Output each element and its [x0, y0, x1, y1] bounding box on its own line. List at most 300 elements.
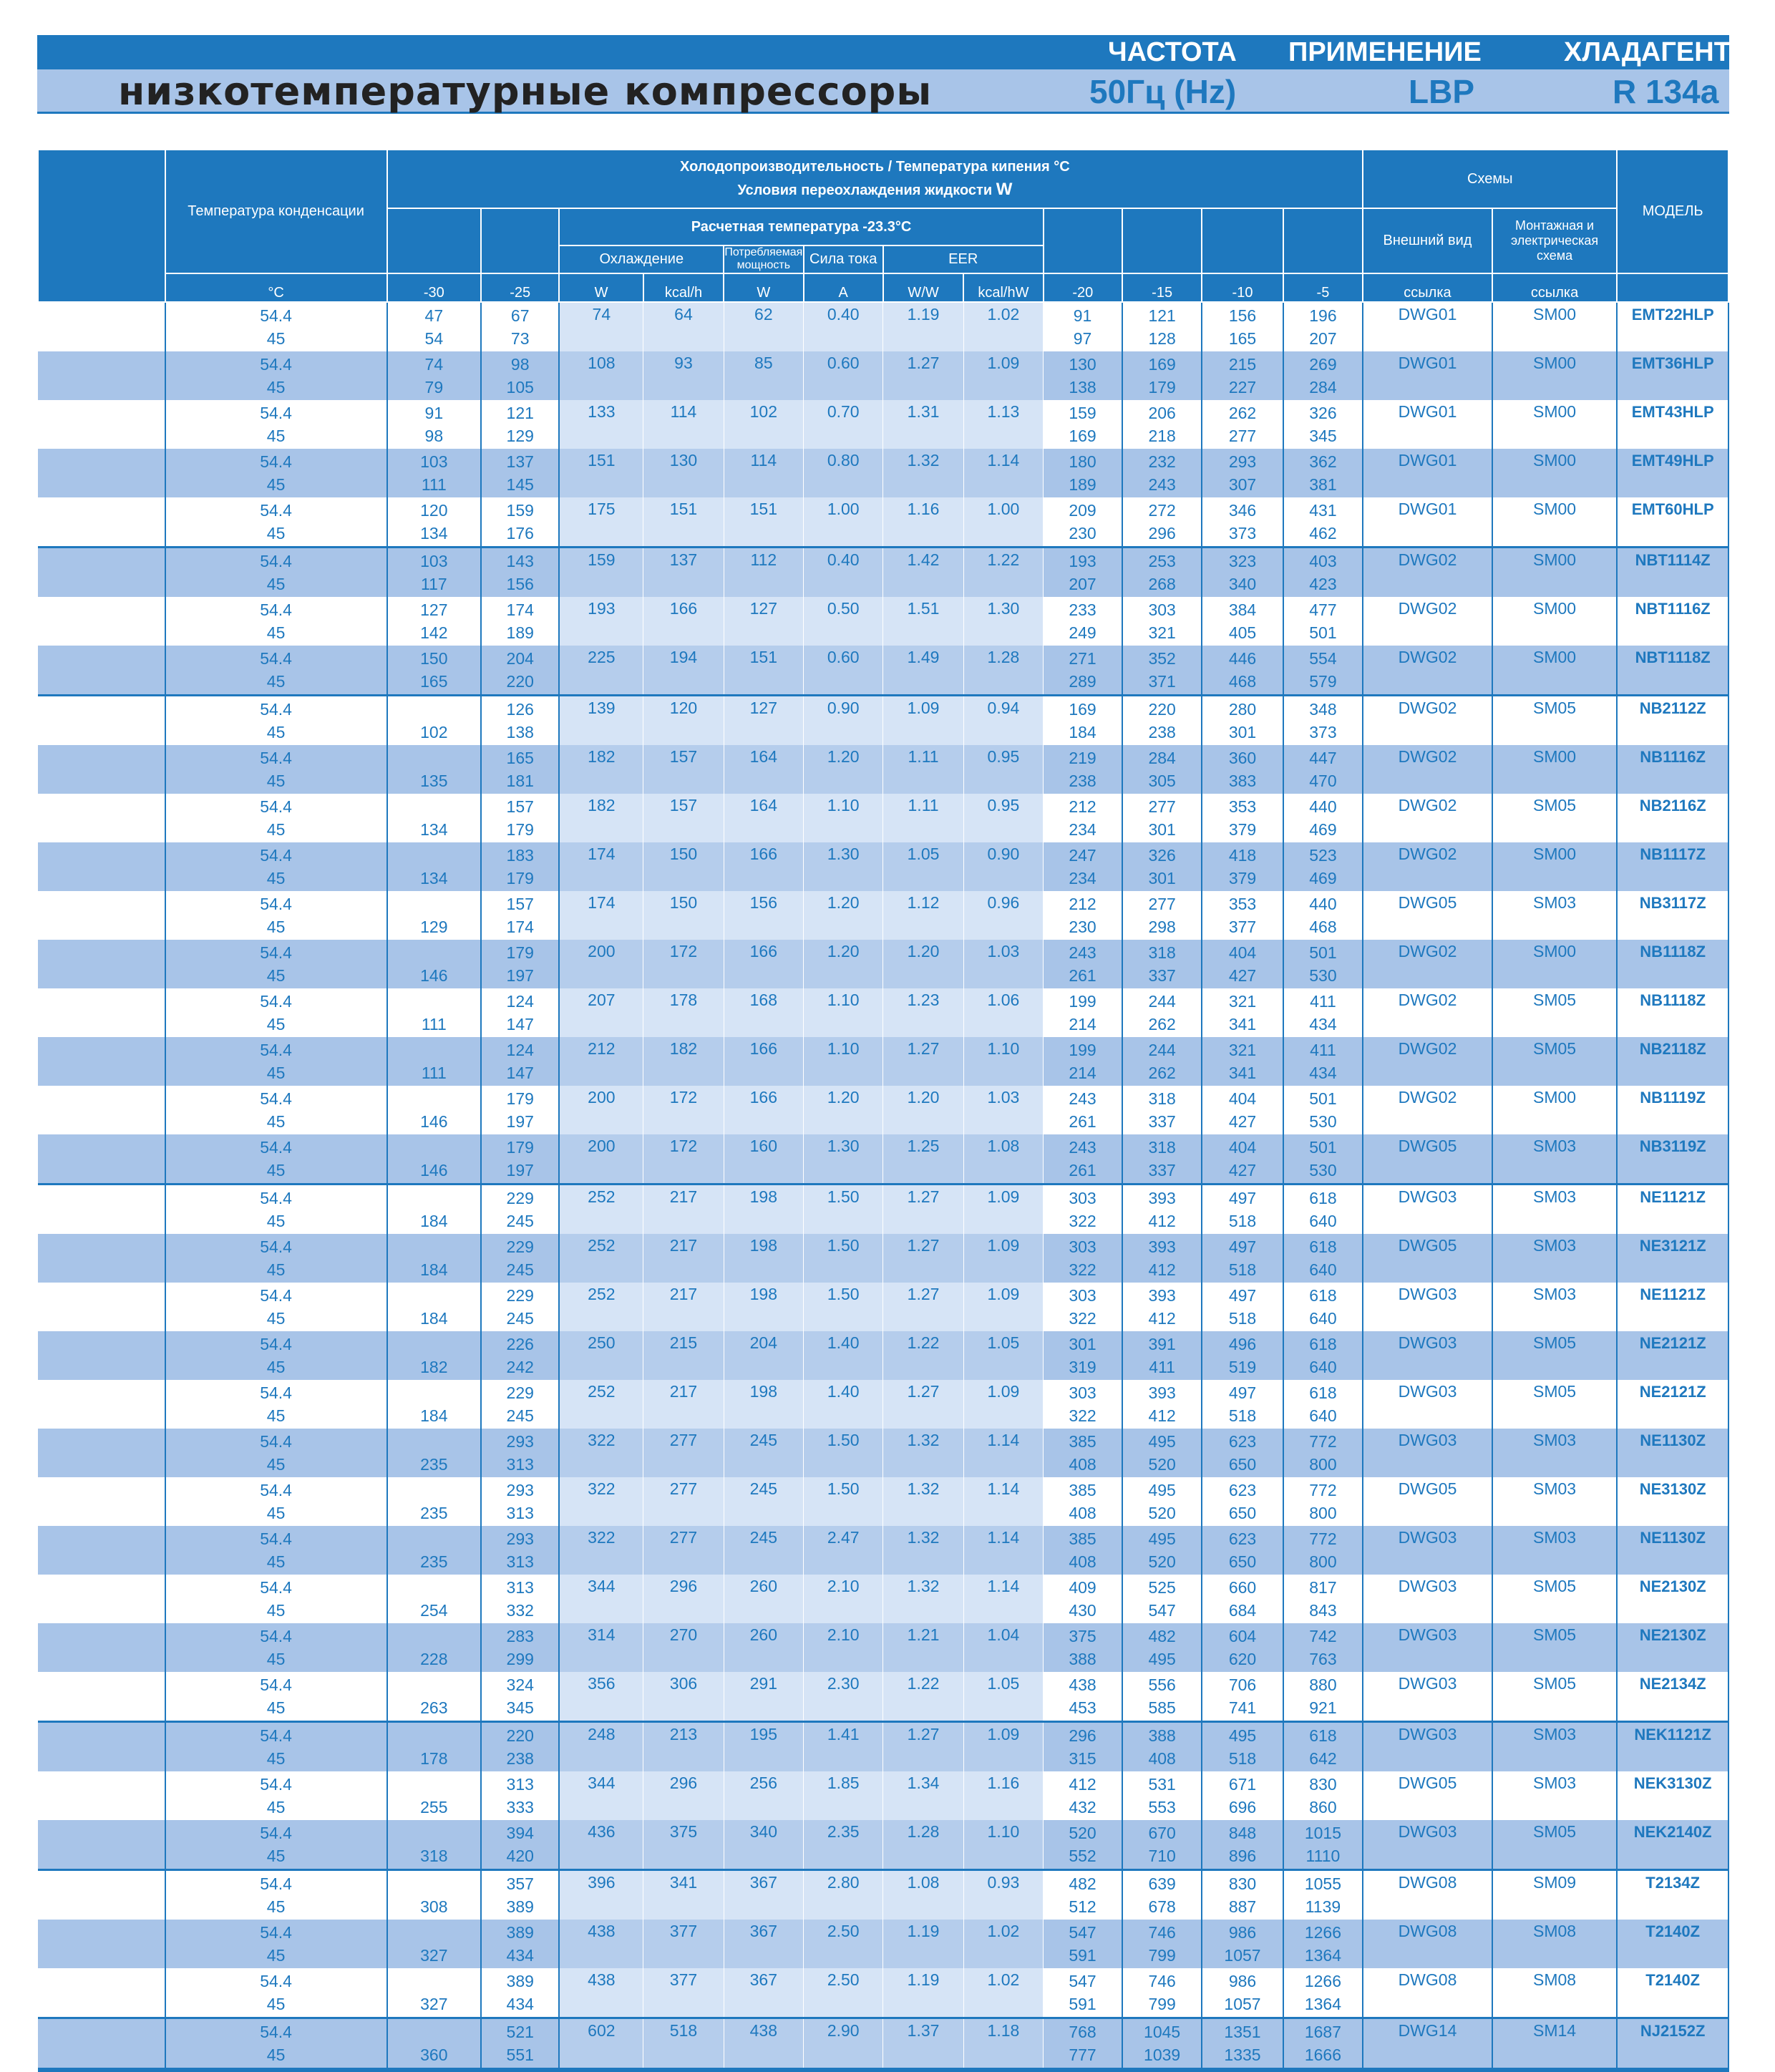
sm-cell: SM03: [1492, 1477, 1618, 1526]
t10-cell: 404 427: [1202, 940, 1283, 988]
row-blank: [38, 988, 165, 1037]
t15-cell: 272 296: [1122, 497, 1202, 548]
t30-cell: 134: [387, 842, 481, 891]
t25-cell: 521 551: [481, 2018, 559, 2070]
kcal-cell: 375: [643, 1820, 724, 1870]
t10-cell: 446 468: [1202, 646, 1283, 696]
table-row: [38, 1283, 1728, 1331]
wiring-header: Монтажная и электрическая схема: [1492, 208, 1618, 273]
t20-cell: 412 432: [1044, 1771, 1122, 1820]
t20-cell: 520 552: [1044, 1820, 1122, 1870]
t5-cell: 523 469: [1283, 842, 1363, 891]
t25-cell: 293 313: [481, 1429, 559, 1477]
t20-cell: 199 214: [1044, 988, 1122, 1037]
pw-cell: 340: [724, 1820, 803, 1870]
t25-cell: 126 138: [481, 695, 559, 745]
t10-cell: 671 696: [1202, 1771, 1283, 1820]
row-blank: [38, 1184, 165, 1234]
row-blank: [38, 1920, 165, 1968]
t25-cell: 229 245: [481, 1234, 559, 1283]
model-cell: NB1117Z: [1617, 842, 1728, 891]
t25-cell: 159 176: [481, 497, 559, 548]
dwg-cell: DWG02: [1363, 1086, 1492, 1134]
kcalhw-cell: 1.05: [963, 1331, 1043, 1380]
sm-cell: SM05: [1492, 695, 1618, 745]
table-row: [38, 1184, 1728, 1234]
pw-cell: 260: [724, 1623, 803, 1672]
dwg-cell: DWG08: [1363, 1920, 1492, 1968]
t20-cell: 180 189: [1044, 449, 1122, 497]
t15-cell: 482 495: [1122, 1623, 1202, 1672]
row-blank: [38, 351, 165, 400]
t30-cell: 74 79: [387, 351, 481, 400]
t15-cell: 388 408: [1122, 1721, 1202, 1771]
t10-cell: 280 301: [1202, 695, 1283, 745]
t5-cell: 348 373: [1283, 695, 1363, 745]
dwg-cell: DWG03: [1363, 1429, 1492, 1477]
ww-cell: 1.22: [883, 1672, 963, 1722]
kcal-cell: 306: [643, 1672, 724, 1722]
t25-cell: 174 189: [481, 597, 559, 646]
amp-cell: 2.50: [804, 1968, 883, 2018]
w-cell: 175: [559, 497, 643, 548]
table-row: [38, 547, 1728, 597]
ww-cell: 1.21: [883, 1623, 963, 1672]
w-cell: 108: [559, 351, 643, 400]
cond-temp-cell: 54.4 45: [165, 695, 387, 745]
amp-cell: 1.20: [804, 745, 883, 794]
dwg-cell: DWG01: [1363, 400, 1492, 449]
dwg-cell: DWG02: [1363, 646, 1492, 696]
t15-cell: 495 520: [1122, 1429, 1202, 1477]
kcal-cell: 518: [643, 2018, 724, 2070]
t5-cell: 554 579: [1283, 646, 1363, 696]
t15-cell: 121 128: [1122, 302, 1202, 351]
t20-cell: 547 591: [1044, 1920, 1122, 1968]
t30-cell: 228: [387, 1623, 481, 1672]
w-cell: 174: [559, 891, 643, 940]
w-cell: 344: [559, 1771, 643, 1820]
ww-cell: 1.05: [883, 842, 963, 891]
dwg-cell: DWG02: [1363, 940, 1492, 988]
pw-cell: 102: [724, 400, 803, 449]
row-blank: [38, 1672, 165, 1722]
dwg-cell: DWG03: [1363, 1721, 1492, 1771]
cond-temp-cell: 54.4 45: [165, 1037, 387, 1086]
dwg-cell: DWG05: [1363, 1134, 1492, 1185]
table-row: [38, 1672, 1728, 1722]
cond-temp-cell: 54.4 45: [165, 1134, 387, 1185]
t30-cell: 102: [387, 695, 481, 745]
model-cell: T2134Z: [1617, 1869, 1728, 1920]
t5-cell: 269 284: [1283, 351, 1363, 400]
t15-cell: 244 262: [1122, 1037, 1202, 1086]
cond-temp-cell: 54.4 45: [165, 497, 387, 548]
t15-cell: 746 799: [1122, 1920, 1202, 1968]
t25-cell: 98 105: [481, 351, 559, 400]
kcalhw-cell: 1.30: [963, 597, 1043, 646]
t15-cell: 495 520: [1122, 1477, 1202, 1526]
kcalhw-cell: 1.14: [963, 449, 1043, 497]
t5-cell: 1687 1666: [1283, 2018, 1363, 2070]
row-blank: [38, 1037, 165, 1086]
ref2-header: ссылка: [1492, 273, 1618, 302]
t15-cell: 495 520: [1122, 1526, 1202, 1575]
t30-cell: 146: [387, 940, 481, 988]
row-blank: [38, 1234, 165, 1283]
cond-temp-cell: 54.4 45: [165, 547, 387, 597]
t30-cell: 360: [387, 2018, 481, 2070]
model-cell: NB1118Z: [1617, 940, 1728, 988]
amp-cell: 1.41: [804, 1721, 883, 1771]
pw-cell: 245: [724, 1477, 803, 1526]
amp-cell: 2.90: [804, 2018, 883, 2070]
cond-temp-header: Температура конденсации: [165, 150, 387, 273]
t20-cell: 243 261: [1044, 1134, 1122, 1185]
model-cell: NEK2140Z: [1617, 1820, 1728, 1870]
kcalhw-cell: 0.95: [963, 745, 1043, 794]
pw-cell: 160: [724, 1134, 803, 1185]
frequency-value: 50Гц (Hz): [1089, 73, 1237, 110]
ww-cell: 1.25: [883, 1134, 963, 1185]
t10-cell: 848 896: [1202, 1820, 1283, 1870]
kcalhw-cell: 1.02: [963, 1968, 1043, 2018]
kcal-cell: 277: [643, 1429, 724, 1477]
t25-cell: 179 197: [481, 1086, 559, 1134]
t5-cell: 1055 1139: [1283, 1869, 1363, 1920]
kcalhw-cell: 1.02: [963, 1920, 1043, 1968]
t30-cell: 47 54: [387, 302, 481, 351]
t10-cell: 623 650: [1202, 1526, 1283, 1575]
ref1-header: ссылка: [1363, 273, 1492, 302]
model-cell: NE1130Z: [1617, 1429, 1728, 1477]
model-cell: EMT36HLP: [1617, 351, 1728, 400]
application-value: LBP: [1409, 73, 1474, 110]
t30-cell: 120 134: [387, 497, 481, 548]
t10-cell: 346 373: [1202, 497, 1283, 548]
t30-cell: 235: [387, 1429, 481, 1477]
model-cell: NB1119Z: [1617, 1086, 1728, 1134]
t10-cell: 986 1057: [1202, 1968, 1283, 2018]
cond-temp-cell: 54.4 45: [165, 1968, 387, 2018]
amp-cell: 1.00: [804, 497, 883, 548]
schemes-header: Схемы: [1363, 150, 1617, 208]
sm-cell: SM03: [1492, 1771, 1618, 1820]
kcal-cell: 178: [643, 988, 724, 1037]
table-row: [38, 302, 1728, 351]
sm-cell: SM00: [1492, 646, 1618, 696]
t20-cell: 91 97: [1044, 302, 1122, 351]
row-blank: [38, 2018, 165, 2070]
t10-cell: 321 341: [1202, 988, 1283, 1037]
table-row: [38, 794, 1728, 842]
row-blank: [38, 940, 165, 988]
kcalhw-cell: 1.05: [963, 1672, 1043, 1722]
sm-cell: SM14: [1492, 2018, 1618, 2070]
t30-header: -30: [387, 273, 481, 302]
kcal-cell: 296: [643, 1771, 724, 1820]
kcalhw-header: kcal/hW: [963, 273, 1043, 302]
t25-cell: 229 245: [481, 1380, 559, 1429]
pw-cell: 114: [724, 449, 803, 497]
cond-temp-cell: 54.4 45: [165, 1184, 387, 1234]
refrigerant-label: ХЛАДАГЕНТ: [1564, 37, 1731, 67]
kcalhw-cell: 1.09: [963, 1380, 1043, 1429]
kcalhw-cell: 1.10: [963, 1037, 1043, 1086]
t10-cell: 215 227: [1202, 351, 1283, 400]
t15-cell: 206 218: [1122, 400, 1202, 449]
kcalhw-cell: 1.09: [963, 1283, 1043, 1331]
sm-cell: SM00: [1492, 400, 1618, 449]
ww-cell: 1.42: [883, 547, 963, 597]
t10-cell: 495 518: [1202, 1721, 1283, 1771]
w-cell: 396: [559, 1869, 643, 1920]
t20-cell: 438 453: [1044, 1672, 1122, 1722]
kcal-cell: 377: [643, 1920, 724, 1968]
kcalhw-cell: 1.04: [963, 1623, 1043, 1672]
t15-cell: 277 301: [1122, 794, 1202, 842]
t5-cell: 772 800: [1283, 1477, 1363, 1526]
dwg-cell: DWG01: [1363, 497, 1492, 548]
cond-temp-cell: 54.4 45: [165, 1672, 387, 1722]
dwg-cell: DWG03: [1363, 1820, 1492, 1870]
t25-cell: 165 181: [481, 745, 559, 794]
row-blank: [38, 1771, 165, 1820]
t5-cell: 830 860: [1283, 1771, 1363, 1820]
row-blank: [38, 449, 165, 497]
t5-cell: 618 640: [1283, 1184, 1363, 1234]
row-blank: [38, 842, 165, 891]
dwg-cell: DWG01: [1363, 449, 1492, 497]
t30-cell: 327: [387, 1920, 481, 1968]
dwg-cell: DWG02: [1363, 547, 1492, 597]
t20-header: -20: [1044, 273, 1122, 302]
pw-cell: 112: [724, 547, 803, 597]
row-blank: [38, 302, 165, 351]
w-cell: 322: [559, 1526, 643, 1575]
kcal-cell: 166: [643, 597, 724, 646]
t5-cell: 326 345: [1283, 400, 1363, 449]
t15-cell: 284 305: [1122, 745, 1202, 794]
ww-cell: 1.20: [883, 1086, 963, 1134]
cond-temp-cell: 54.4 45: [165, 988, 387, 1037]
table-row: [38, 1037, 1728, 1086]
external-header: Внешний вид: [1363, 208, 1492, 273]
table-row: [38, 1429, 1728, 1477]
dwg-cell: DWG08: [1363, 1869, 1492, 1920]
t30-cell: 103 117: [387, 547, 481, 597]
model-cell: T2140Z: [1617, 1968, 1728, 2018]
t20-cell: 209 230: [1044, 497, 1122, 548]
t15-cell: 352 371: [1122, 646, 1202, 696]
amp-cell: 1.10: [804, 988, 883, 1037]
w-cell: 344: [559, 1575, 643, 1623]
t5-cell: 431 462: [1283, 497, 1363, 548]
kcalhw-cell: 1.14: [963, 1575, 1043, 1623]
kcalhw-cell: 1.03: [963, 1086, 1043, 1134]
t20-cell: 385 408: [1044, 1429, 1122, 1477]
amp-cell: 2.30: [804, 1672, 883, 1722]
refrigerant-value: R 134a: [1613, 73, 1719, 110]
model-cell: EMT22HLP: [1617, 302, 1728, 351]
model-cell: NB1116Z: [1617, 745, 1728, 794]
model-cell: EMT49HLP: [1617, 449, 1728, 497]
sm-cell: SM05: [1492, 1037, 1618, 1086]
table-row: [38, 891, 1728, 940]
kcalhw-cell: 1.09: [963, 1184, 1043, 1234]
cond-temp-cell: 54.4 45: [165, 794, 387, 842]
cond-temp-cell: 54.4 45: [165, 842, 387, 891]
ww-cell: 1.08: [883, 1869, 963, 1920]
kcal-cell: 217: [643, 1184, 724, 1234]
ww-cell: 1.16: [883, 497, 963, 548]
t15-cell: 556 585: [1122, 1672, 1202, 1722]
sm-cell: SM03: [1492, 1234, 1618, 1283]
model-cell: NE2134Z: [1617, 1672, 1728, 1722]
cond-temp-cell: 54.4 45: [165, 1086, 387, 1134]
table-row: [38, 351, 1728, 400]
dwg-cell: DWG14: [1363, 2018, 1492, 2070]
t25-cell: 324 345: [481, 1672, 559, 1722]
table-row: [38, 1968, 1728, 2018]
model-cell: NBT1118Z: [1617, 646, 1728, 696]
kcalhw-cell: 1.28: [963, 646, 1043, 696]
ww-cell: 1.09: [883, 695, 963, 745]
table-row: [38, 1771, 1728, 1820]
sm-cell: SM00: [1492, 351, 1618, 400]
kcalhw-cell: 0.96: [963, 891, 1043, 940]
t30-blank: [387, 208, 481, 273]
model-cell: NE2130Z: [1617, 1623, 1728, 1672]
model-cell: NE2121Z: [1617, 1331, 1728, 1380]
kcal-cell: 215: [643, 1331, 724, 1380]
model-cell: NB2112Z: [1617, 695, 1728, 745]
t20-cell: 296 315: [1044, 1721, 1122, 1771]
kcalhw-cell: 1.06: [963, 988, 1043, 1037]
t15-cell: 277 298: [1122, 891, 1202, 940]
w-cell: 139: [559, 695, 643, 745]
amp-cell: 1.50: [804, 1477, 883, 1526]
application-label: ПРИМЕНЕНИЕ: [1288, 37, 1482, 67]
dwg-cell: DWG02: [1363, 745, 1492, 794]
model-cell: NE1130Z: [1617, 1526, 1728, 1575]
pw-header: W: [724, 273, 803, 302]
kcal-cell: 277: [643, 1477, 724, 1526]
amp-cell: 0.40: [804, 547, 883, 597]
table-row: [38, 400, 1728, 449]
t10-cell: 262 277: [1202, 400, 1283, 449]
pw-cell: 127: [724, 695, 803, 745]
t30-cell: 146: [387, 1134, 481, 1185]
cond-temp-cell: 54.4 45: [165, 302, 387, 351]
t5-cell: 477 501: [1283, 597, 1363, 646]
t20-cell: 193 207: [1044, 547, 1122, 597]
t25-cell: 226 242: [481, 1331, 559, 1380]
t30-cell: 178: [387, 1721, 481, 1771]
ww-cell: 1.31: [883, 400, 963, 449]
dwg-cell: DWG03: [1363, 1380, 1492, 1429]
capacity-header: [387, 150, 1363, 208]
pw-cell: 166: [724, 940, 803, 988]
sm-cell: SM00: [1492, 940, 1618, 988]
kcal-cell: 130: [643, 449, 724, 497]
cond-temp-cell: 54.4 45: [165, 400, 387, 449]
sm-cell: SM05: [1492, 794, 1618, 842]
kcal-cell: 64: [643, 302, 724, 351]
t5-cell: 362 381: [1283, 449, 1363, 497]
table-row: [38, 1234, 1728, 1283]
t5-cell: 618 640: [1283, 1380, 1363, 1429]
w-cell: 159: [559, 547, 643, 597]
row-blank: [38, 1968, 165, 2018]
pw-cell: 127: [724, 597, 803, 646]
capacity-title: Холодопроизводительность / Температура кипения °C: [680, 158, 1070, 175]
sm-cell: SM00: [1492, 1086, 1618, 1134]
kcal-cell: 157: [643, 794, 724, 842]
table-row: [38, 988, 1728, 1037]
kcal-cell: 137: [643, 547, 724, 597]
kcal-cell: 194: [643, 646, 724, 696]
t25-cell: 313 333: [481, 1771, 559, 1820]
t30-cell: 182: [387, 1331, 481, 1380]
model-cell: NB2118Z: [1617, 1037, 1728, 1086]
table-row: [38, 1869, 1728, 1920]
model-cell: NEK1121Z: [1617, 1721, 1728, 1771]
t15-cell: 253 268: [1122, 547, 1202, 597]
dwg-cell: DWG03: [1363, 1331, 1492, 1380]
ww-cell: 1.51: [883, 597, 963, 646]
w-cell: 200: [559, 1086, 643, 1134]
row-blank: [38, 1721, 165, 1771]
sm-cell: SM00: [1492, 547, 1618, 597]
sm-cell: SM05: [1492, 1380, 1618, 1429]
t30-cell: 184: [387, 1283, 481, 1331]
cond-temp-cell: 54.4 45: [165, 449, 387, 497]
model-cell: NEK3130Z: [1617, 1771, 1728, 1820]
model-cell: NE3121Z: [1617, 1234, 1728, 1283]
t20-cell: 547 591: [1044, 1968, 1122, 2018]
sm-cell: SM08: [1492, 1968, 1618, 2018]
w-cell: 438: [559, 1968, 643, 2018]
table-row: [38, 1331, 1728, 1380]
t5-blank: [1283, 208, 1363, 273]
pw-cell: 151: [724, 646, 803, 696]
dwg-cell: DWG02: [1363, 988, 1492, 1037]
t25-cell: 121 129: [481, 400, 559, 449]
t20-cell: 212 234: [1044, 794, 1122, 842]
dwg-cell: DWG08: [1363, 1968, 1492, 2018]
kcalhw-cell: 1.14: [963, 1429, 1043, 1477]
t15-cell: 318 337: [1122, 1134, 1202, 1185]
pw-cell: 245: [724, 1429, 803, 1477]
ww-cell: 1.32: [883, 1575, 963, 1623]
model-cell: NE3130Z: [1617, 1477, 1728, 1526]
ww-cell: 1.34: [883, 1771, 963, 1820]
model-cell: NE2130Z: [1617, 1575, 1728, 1623]
sm-cell: SM00: [1492, 449, 1618, 497]
sm-cell: SM08: [1492, 1920, 1618, 1968]
kcalhw-cell: 1.10: [963, 1820, 1043, 1870]
dwg-cell: DWG02: [1363, 597, 1492, 646]
w-cell: 200: [559, 940, 643, 988]
row-blank: [38, 547, 165, 597]
t25-cell: 179 197: [481, 1134, 559, 1185]
t15-cell: 391 411: [1122, 1331, 1202, 1380]
t30-cell: 308: [387, 1869, 481, 1920]
cond-temp-cell: 54.4 45: [165, 646, 387, 696]
table-row: [38, 646, 1728, 696]
kcal-cell: 217: [643, 1234, 724, 1283]
